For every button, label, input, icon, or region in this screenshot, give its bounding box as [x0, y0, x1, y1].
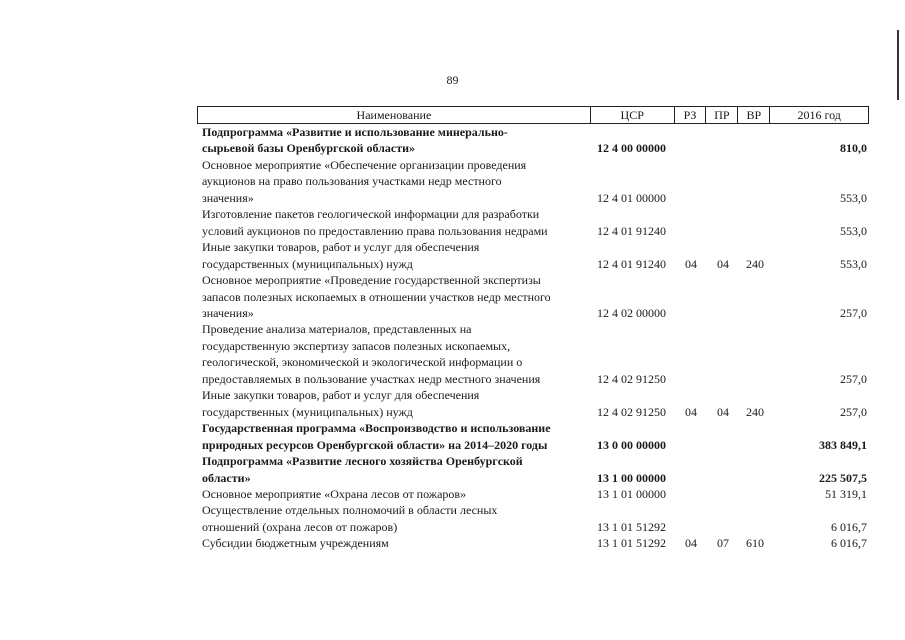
row-name-line: аукционов на право пользования участками недр местного	[202, 174, 502, 189]
row-csr: 13 1 01 51292	[597, 519, 666, 534]
row-csr: 12 4 01 91240	[597, 223, 666, 238]
row-name-line: значения»	[202, 305, 254, 320]
table-row	[197, 502, 869, 535]
row-name-line: Основное мероприятие «Обеспечение организации проведения	[202, 157, 527, 172]
row-sum: 51 319,1	[825, 486, 867, 501]
row-rz: 04	[685, 404, 697, 419]
row-name-line: сырьевой базы Оренбургской области»	[202, 141, 416, 156]
row-vr: 240	[746, 256, 764, 271]
row-name-line: Иные закупки товаров, работ и услуг для обеспечения	[202, 388, 480, 403]
table-row	[197, 124, 869, 157]
row-sum: 810,0	[840, 141, 867, 156]
row-name-line: Подпрограмма «Развитие и использование минерально-	[202, 125, 508, 139]
table-row	[197, 387, 869, 420]
row-name-line: государственных (муниципальных) нужд	[202, 256, 413, 271]
table-row	[197, 420, 869, 453]
row-csr: 12 4 01 00000	[597, 190, 666, 205]
row-pr: 04	[717, 404, 729, 419]
row-name-line: предоставляемых в пользование участках недр местного значения	[202, 371, 541, 386]
row-rz: 04	[685, 536, 697, 551]
table-row	[197, 239, 869, 272]
row-name-line: Субсидии бюджетным учреждениям	[202, 536, 389, 551]
row-csr: 12 4 02 00000	[597, 305, 666, 320]
row-name	[197, 124, 591, 157]
row-name	[197, 535, 591, 551]
row-name	[197, 321, 591, 387]
row-name-line: Подпрограмма «Развитие лесного хозяйства Оренбургской	[202, 454, 523, 469]
row-name-line: Основное мероприятие «Проведение государственной экспертизы	[202, 273, 541, 288]
page-number: 89	[446, 73, 459, 87]
row-sum: 6 016,7	[831, 519, 867, 534]
row-vr: 240	[746, 404, 764, 419]
row-name	[197, 157, 591, 206]
row-name	[197, 387, 591, 420]
row-sum: 257,0	[840, 305, 867, 320]
row-sum: 383 849,1	[819, 437, 867, 452]
table-row	[197, 535, 869, 551]
row-name-line: Осуществление отдельных полномочий в области лесных	[202, 503, 498, 518]
row-name	[197, 272, 591, 321]
row-name-line: государственную экспертизу запасов полезных ископаемых,	[202, 338, 511, 353]
row-name-line: значения»	[202, 190, 254, 205]
row-name	[197, 420, 591, 453]
table-row	[197, 206, 869, 239]
header-year: 2016 год	[797, 108, 841, 122]
row-sum: 257,0	[840, 371, 867, 386]
row-csr: 13 0 00 00000	[597, 437, 666, 452]
row-name-line: государственных (муниципальных) нужд	[202, 404, 413, 419]
budget-table	[197, 106, 869, 552]
row-sum: 553,0	[840, 223, 867, 238]
table-row	[197, 486, 869, 502]
table-row	[197, 272, 869, 321]
row-vr: 610	[746, 536, 764, 551]
row-name-line: геологической, экономической и экологической информации о	[202, 355, 523, 370]
row-csr: 12 4 01 91240	[597, 256, 666, 271]
row-name-line: Иные закупки товаров, работ и услуг для обеспечения	[202, 240, 480, 255]
row-name-line: Государственная программа «Воспроизводство и использование	[202, 421, 551, 436]
row-sum: 257,0	[840, 404, 867, 419]
row-name-line: отношений (охрана лесов от пожаров)	[202, 519, 398, 534]
row-name	[197, 502, 591, 535]
row-name	[197, 486, 591, 502]
row-name-line: области»	[202, 470, 251, 485]
row-name	[197, 453, 591, 486]
header-vr: ВР	[738, 107, 770, 123]
row-name-line: условий аукционов по предоставлению права пользования недрами	[202, 223, 548, 238]
row-name	[197, 239, 591, 272]
row-csr: 12 4 00 00000	[597, 141, 666, 156]
row-pr: 04	[717, 256, 729, 271]
row-name-line: Основное мероприятие «Охрана лесов от пожаров»	[202, 486, 467, 501]
row-rz: 04	[685, 256, 697, 271]
table-row	[197, 157, 869, 206]
row-sum: 6 016,7	[831, 536, 867, 551]
header-rz: РЗ	[675, 107, 707, 123]
page-edge-mark	[897, 30, 899, 100]
table-row	[197, 453, 869, 486]
row-sum: 225 507,5	[819, 470, 867, 485]
row-csr: 12 4 02 91250	[597, 371, 666, 386]
row-csr: 12 4 02 91250	[597, 404, 666, 419]
row-sum: 553,0	[840, 190, 867, 205]
header-pr: ПР	[706, 107, 738, 123]
row-csr: 13 1 01 00000	[597, 486, 666, 501]
row-sum: 553,0	[840, 256, 867, 271]
table-header	[197, 106, 869, 124]
header-csr: ЦСР	[591, 107, 675, 123]
table-body	[197, 124, 869, 552]
row-pr: 07	[717, 536, 729, 551]
header-name: Наименование	[198, 107, 591, 123]
row-name-line: природных ресурсов Оренбургской области» на 2014–2020 годы	[202, 437, 548, 452]
row-name	[197, 206, 591, 239]
row-name-line: Проведение анализа материалов, представленных на	[202, 322, 472, 337]
row-name-line: Изготовление пакетов геологической информации для разработки	[202, 207, 540, 222]
row-name-line: запасов полезных ископаемых в отношении участков недр местного	[202, 289, 551, 304]
row-csr: 13 1 01 51292	[597, 536, 666, 551]
table-row	[197, 321, 869, 387]
row-csr: 13 1 00 00000	[597, 470, 666, 485]
